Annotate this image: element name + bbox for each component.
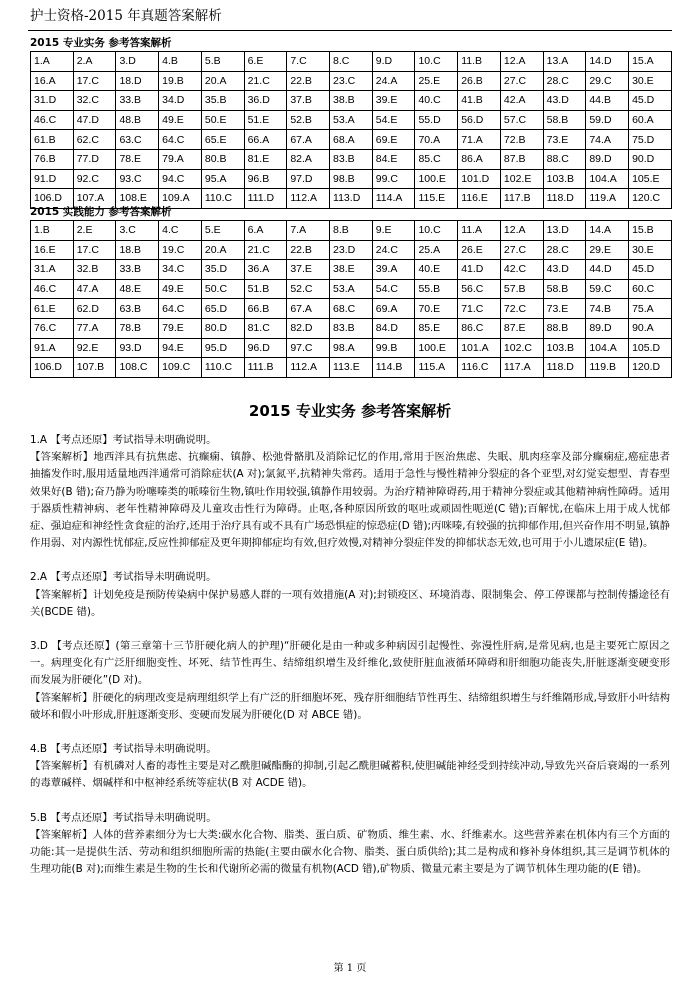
answer-cell: 99.B [372, 338, 415, 358]
answer-cell: 101.A [458, 338, 501, 358]
answer-cell: 54.E [372, 110, 415, 130]
answer-cell: 41.D [458, 260, 501, 280]
answer-cell: 71.C [458, 299, 501, 319]
answer-row [31, 52, 672, 72]
answer-cell: 58.B [543, 279, 586, 299]
answer-cell: 28.C [543, 240, 586, 260]
answer-cell: 114.A [372, 189, 415, 209]
answer-cell: 76.C [31, 318, 74, 338]
answer-cell: 9.D [372, 52, 415, 72]
question-explanation: 【答案解析】计划免疫是预防传染病中保护易感人群的一项有效措施(A 对);封锁疫区、环境消毒、限制集会、停工停课都与控制传播途径有关(BCDE 错)。 [30, 588, 670, 618]
page-header: 护士资格-2015 年真题答案解析 [30, 8, 222, 24]
answer-cell: 69.E [372, 130, 415, 150]
answer-cell: 118.D [543, 358, 586, 378]
answer-cell: 105.D [629, 338, 672, 358]
answer-cell: 73.E [543, 299, 586, 319]
answer-cell: 14.A [586, 221, 629, 241]
answer-cell: 31.A [31, 260, 74, 280]
answer-cell: 33.B [116, 260, 159, 280]
answer-cell: 89.D [586, 149, 629, 169]
answer-cell: 72.B [500, 130, 543, 150]
answer-cell: 47.A [73, 279, 116, 299]
answer-cell: 47.D [73, 110, 116, 130]
answer-cell: 53.A [330, 110, 373, 130]
answer-cell: 21.C [244, 240, 287, 260]
answer-cell: 18.B [116, 240, 159, 260]
answer-row [31, 299, 672, 319]
answer-cell: 50.E [201, 110, 244, 130]
answer-cell: 105.E [629, 169, 672, 189]
answer-cell: 95.A [201, 169, 244, 189]
question-head: 4.B 【考点还原】考试指导未明确说明。 [30, 743, 217, 756]
answer-cell: 108.E [116, 189, 159, 209]
answer-cell: 48.E [116, 279, 159, 299]
answer-cell: 5.B [201, 52, 244, 72]
section-title-practice: 2015 专业实务 参考答案解析 [30, 37, 172, 49]
answer-cell: 48.B [116, 110, 159, 130]
answer-cell: 74.A [586, 130, 629, 150]
answer-row [31, 338, 672, 358]
answer-cell: 61.E [31, 299, 74, 319]
answer-cell: 23.C [330, 71, 373, 91]
answer-cell: 120.C [629, 189, 672, 209]
answer-cell: 66.A [244, 130, 287, 150]
answer-cell: 93.D [116, 338, 159, 358]
answer-cell: 91.A [31, 338, 74, 358]
answer-row [31, 260, 672, 280]
answer-cell: 31.D [31, 91, 74, 111]
answer-cell: 58.B [543, 110, 586, 130]
answer-cell: 2.A [73, 52, 116, 72]
answer-cell: 82.D [287, 318, 330, 338]
answer-cell: 70.E [415, 299, 458, 319]
answer-cell: 30.E [629, 71, 672, 91]
answer-cell: 87.B [500, 149, 543, 169]
answer-cell: 63.B [116, 299, 159, 319]
answer-cell: 83.B [330, 149, 373, 169]
answer-cell: 46.C [31, 110, 74, 130]
answer-cell: 102.C [500, 338, 543, 358]
answer-cell: 35.D [201, 260, 244, 280]
answer-cell: 85.C [415, 149, 458, 169]
answer-cell: 93.C [116, 169, 159, 189]
answer-cell: 52.C [287, 279, 330, 299]
answer-cell: 119.A [586, 189, 629, 209]
answer-cell: 114.B [372, 358, 415, 378]
answer-cell: 60.A [629, 110, 672, 130]
answer-cell: 69.A [372, 299, 415, 319]
answer-cell: 117.A [500, 358, 543, 378]
answer-cell: 12.A [500, 221, 543, 241]
answer-cell: 97.C [287, 338, 330, 358]
answer-cell: 16.E [31, 240, 74, 260]
answer-row [31, 358, 672, 378]
answer-cell: 19.B [159, 71, 202, 91]
answer-cell: 108.C [116, 358, 159, 378]
answer-cell: 34.D [159, 91, 202, 111]
answer-cell: 103.B [543, 169, 586, 189]
answer-cell: 115.A [415, 358, 458, 378]
answer-cell: 95.D [201, 338, 244, 358]
answer-cell: 17.C [73, 71, 116, 91]
question-explanation: 【答案解析】有机磷对人畜的毒性主要是对乙酰胆碱酯酶的抑制,引起乙酰胆碱蓄积,使胆碱能神经受到持续冲动,导致先兴奋后衰竭的一系列的毒蕈碱样、烟碱样和中枢神经系统等症状(B 对 ACDE 错)。 [30, 760, 670, 790]
answer-cell: 26.B [458, 71, 501, 91]
answer-cell: 41.B [458, 91, 501, 111]
answer-cell: 75.D [629, 130, 672, 150]
answer-row [31, 130, 672, 150]
analysis-title: 2015 专业实务 参考答案解析 [248, 402, 452, 420]
answer-cell: 25.E [415, 71, 458, 91]
answer-cell: 24.A [372, 71, 415, 91]
question-head: 1.A 【考点还原】考试指导未明确说明。 [30, 434, 217, 446]
answer-row [31, 149, 672, 169]
answer-cell: 8.B [330, 221, 373, 241]
answer-cell: 76.B [31, 149, 74, 169]
answer-cell: 44.B [586, 91, 629, 111]
answer-cell: 4.B [159, 52, 202, 72]
answer-cell: 10.C [415, 221, 458, 241]
answer-cell: 89.D [586, 318, 629, 338]
answer-cell: 6.E [244, 52, 287, 72]
answer-cell: 62.C [73, 130, 116, 150]
answer-cell: 73.E [543, 130, 586, 150]
answer-cell: 118.D [543, 189, 586, 209]
answer-cell: 7.C [287, 52, 330, 72]
answer-cell: 26.E [458, 240, 501, 260]
answer-cell: 67.A [287, 299, 330, 319]
answer-cell: 106.D [31, 189, 74, 209]
answer-cell: 116.E [458, 189, 501, 209]
question-head: 3.D 【考点还原】(第三章第十三节肝硬化病人的护理)“肝硬化是由一种或多种病因引起慢性、弥漫性肝病,是常见病,也是主要死亡原因之一。病理变化有广泛肝细胞变性、坏死、结节性再生、结缔组织增生及纤维化,致使肝脏血液循环障碍和肝细胞功能丧失,肝脏逐渐变硬变形而发展为肝硬化”(D 对)。 [30, 640, 670, 687]
answer-cell: 11.B [458, 52, 501, 72]
answer-cell: 65.D [201, 299, 244, 319]
answer-cell: 56.D [458, 110, 501, 130]
answer-cell: 36.D [244, 91, 287, 111]
answer-cell: 2.E [73, 221, 116, 241]
answer-cell: 15.A [629, 52, 672, 72]
answer-cell: 100.E [415, 338, 458, 358]
answer-cell: 57.C [500, 110, 543, 130]
answer-cell: 102.E [500, 169, 543, 189]
question-explanation: 【答案解析】人体的营养素细分为七大类:碳水化合物、脂类、蛋白质、矿物质、维生素、水、纤维素水。这些营养素在机体内有三个方面的功能:其一是提供生活、劳动和组织细胞所需的热能(主要由碳水化合物、脂类、蛋白质供给);其二是构成和修补身体组织,其三是调节机体的生理功能(B 对);而维生素是生物的生长和代谢所必需的微量有机物(ACD 错),矿物质、微量元素主要是为了调节机体生理功能的(E 错)。 [30, 828, 670, 876]
answer-cell: 49.E [159, 279, 202, 299]
question-head: 2.A 【考点还原】考试指导未明确说明。 [30, 571, 217, 584]
answer-cell: 63.C [116, 130, 159, 150]
answer-row [31, 240, 672, 260]
answer-row [31, 91, 672, 111]
answer-cell: 90.D [629, 149, 672, 169]
answer-cell: 78.B [116, 318, 159, 338]
answer-cell: 112.A [287, 189, 330, 209]
answer-cell: 4.C [159, 221, 202, 241]
answer-cell: 22.B [287, 240, 330, 260]
answer-cell: 80.B [201, 149, 244, 169]
answer-cell: 24.C [372, 240, 415, 260]
answer-cell: 18.D [116, 71, 159, 91]
answer-cell: 53.A [330, 279, 373, 299]
answer-cell: 37.B [287, 91, 330, 111]
answer-cell: 99.C [372, 169, 415, 189]
answer-cell: 62.D [73, 299, 116, 319]
answer-cell: 117.B [500, 189, 543, 209]
answer-cell: 109.C [159, 358, 202, 378]
answer-cell: 97.D [287, 169, 330, 189]
answer-table-ability [30, 220, 672, 378]
header-rule [28, 30, 672, 31]
answer-cell: 54.C [372, 279, 415, 299]
answer-cell: 68.A [330, 130, 373, 150]
answer-cell: 22.B [287, 71, 330, 91]
answer-cell: 25.A [415, 240, 458, 260]
answer-cell: 113.D [330, 189, 373, 209]
answer-cell: 30.E [629, 240, 672, 260]
answer-cell: 67.A [287, 130, 330, 150]
answer-cell: 103.B [543, 338, 586, 358]
answer-cell: 20.A [201, 71, 244, 91]
answer-cell: 52.B [287, 110, 330, 130]
analysis-body [30, 432, 670, 878]
answer-cell: 16.A [31, 71, 74, 91]
answer-cell: 6.A [244, 221, 287, 241]
answer-cell: 1.A [31, 52, 74, 72]
answer-cell: 11.A [458, 221, 501, 241]
answer-cell: 44.D [586, 260, 629, 280]
answer-cell: 64.C [159, 299, 202, 319]
answer-cell: 56.C [458, 279, 501, 299]
answer-cell: 23.D [330, 240, 373, 260]
answer-cell: 8.C [330, 52, 373, 72]
answer-cell: 38.B [330, 91, 373, 111]
answer-cell: 77.A [73, 318, 116, 338]
answer-cell: 49.E [159, 110, 202, 130]
answer-cell: 34.C [159, 260, 202, 280]
answer-cell: 75.A [629, 299, 672, 319]
answer-cell: 88.C [543, 149, 586, 169]
answer-cell: 10.C [415, 52, 458, 72]
answer-cell: 19.C [159, 240, 202, 260]
answer-cell: 88.B [543, 318, 586, 338]
question-explanation: 【答案解析】肝硬化的病理改变是病理组织学上有广泛的肝细胞坏死、残存肝细胞结节性再生、结缔组织增生与纤维隔形成,导致肝小叶结构破坏和假小叶形成,肝脏逐渐变形、变硬而发展为肝硬化(D 对 ABCE 错)。 [30, 691, 670, 721]
answer-cell: 20.A [201, 240, 244, 260]
answer-cell: 115.E [415, 189, 458, 209]
answer-cell: 120.D [629, 358, 672, 378]
answer-cell: 32.C [73, 91, 116, 111]
answer-cell: 116.C [458, 358, 501, 378]
answer-cell: 37.E [287, 260, 330, 280]
answer-cell: 12.A [500, 52, 543, 72]
answer-cell: 28.C [543, 71, 586, 91]
answer-cell: 38.E [330, 260, 373, 280]
answer-cell: 79.E [159, 318, 202, 338]
answer-cell: 42.A [500, 91, 543, 111]
answer-row [31, 279, 672, 299]
answer-cell: 100.E [415, 169, 458, 189]
answer-cell: 98.B [330, 169, 373, 189]
answer-cell: 55.D [415, 110, 458, 130]
answer-cell: 111.D [244, 189, 287, 209]
answer-row [31, 169, 672, 189]
answer-cell: 86.C [458, 318, 501, 338]
answer-cell: 33.B [116, 91, 159, 111]
answer-cell: 77.D [73, 149, 116, 169]
answer-cell: 43.D [543, 91, 586, 111]
answer-cell: 51.B [244, 279, 287, 299]
answer-cell: 80.D [201, 318, 244, 338]
answer-cell: 78.E [116, 149, 159, 169]
answer-cell: 81.C [244, 318, 287, 338]
answer-cell: 92.E [73, 338, 116, 358]
page-number: 第 1 页 [333, 963, 367, 974]
answer-cell: 92.C [73, 169, 116, 189]
answer-cell: 45.D [629, 91, 672, 111]
section-title-ability: 2015 实践能力 参考答案解析 [30, 206, 172, 218]
answer-cell: 112.A [287, 358, 330, 378]
answer-cell: 7.A [287, 221, 330, 241]
answer-cell: 109.A [159, 189, 202, 209]
answer-cell: 111.B [244, 358, 287, 378]
answer-cell: 94.C [159, 169, 202, 189]
answer-cell: 29.E [586, 240, 629, 260]
answer-cell: 14.D [586, 52, 629, 72]
answer-cell: 85.E [415, 318, 458, 338]
answer-cell: 40.C [415, 91, 458, 111]
answer-row [31, 318, 672, 338]
answer-cell: 59.D [586, 110, 629, 130]
answer-cell: 13.D [543, 221, 586, 241]
answer-cell: 39.E [372, 91, 415, 111]
answer-cell: 72.C [500, 299, 543, 319]
answer-cell: 82.A [287, 149, 330, 169]
answer-row [31, 221, 672, 241]
answer-cell: 90.A [629, 318, 672, 338]
answer-cell: 86.A [458, 149, 501, 169]
answer-row [31, 110, 672, 130]
answer-cell: 61.B [31, 130, 74, 150]
answer-cell: 107.A [73, 189, 116, 209]
answer-cell: 43.D [543, 260, 586, 280]
answer-cell: 81.E [244, 149, 287, 169]
answer-cell: 5.E [201, 221, 244, 241]
answer-cell: 113.E [330, 358, 373, 378]
answer-cell: 42.C [500, 260, 543, 280]
answer-cell: 71.A [458, 130, 501, 150]
answer-cell: 27.C [500, 240, 543, 260]
answer-cell: 84.D [372, 318, 415, 338]
answer-cell: 110.C [201, 189, 244, 209]
answer-cell: 1.B [31, 221, 74, 241]
answer-cell: 40.E [415, 260, 458, 280]
answer-cell: 96.D [244, 338, 287, 358]
answer-cell: 83.B [330, 318, 373, 338]
answer-cell: 101.D [458, 169, 501, 189]
answer-cell: 32.B [73, 260, 116, 280]
answer-cell: 35.B [201, 91, 244, 111]
answer-cell: 91.D [31, 169, 74, 189]
answer-cell: 50.C [201, 279, 244, 299]
question-explanation: 【答案解析】地西泮具有抗焦虑、抗癫痫、镇静、松弛骨骼肌及消除记忆的作用,常用于医治焦虑、失眠、肌肉痉挛及部分癫痫症,癌症患者抽搐发作时,服用适量地西泮通常可消除症状(A 对);氯氮平,抗精神失常药。适用于急性与慢性精神分裂症的各个亚型,对幻觉妄想型、青春型效果好(B 错);奋乃静为吩噻嗪类的哌嗪衍生物,镇吐作用较强,镇静作用较弱。为治疗精神障碍药,用于精神分裂症或其他精神病性障碍。适用于器质性精神病、老年性精神障碍及儿童攻击性行为障碍。止呕,各种原因所致的呕吐或顽固性呃逆(C 错);百解忧,在临床上用于成人忧郁症、强迫症和神经性贪食症的治疗,还用于治疗具有或不具有广场恐惧症的惊恐症(D 错);丙咪嗪,有较强的抗抑郁作用,但兴奋作用不明显,镇静作用弱、对内源性忧郁症,反应性抑郁症及更年期抑郁症均有效,但疗效慢,对精神分裂症伴发的抑郁状态无效,也可用于小儿遗尿症(E 错)。 [30, 451, 670, 550]
answer-cell: 104.A [586, 338, 629, 358]
answer-cell: 3.D [116, 52, 159, 72]
answer-cell: 17.C [73, 240, 116, 260]
answer-cell: 15.B [629, 221, 672, 241]
answer-cell: 65.E [201, 130, 244, 150]
answer-cell: 9.E [372, 221, 415, 241]
answer-cell: 68.C [330, 299, 373, 319]
answer-cell: 87.E [500, 318, 543, 338]
answer-cell: 39.A [372, 260, 415, 280]
answer-cell: 45.D [629, 260, 672, 280]
answer-cell: 96.B [244, 169, 287, 189]
answer-cell: 57.B [500, 279, 543, 299]
answer-cell: 13.A [543, 52, 586, 72]
answer-cell: 21.C [244, 71, 287, 91]
answer-cell: 51.E [244, 110, 287, 130]
answer-cell: 55.B [415, 279, 458, 299]
answer-cell: 110.C [201, 358, 244, 378]
answer-cell: 3.C [116, 221, 159, 241]
question-head: 5.B 【考点还原】考试指导未明确说明。 [30, 811, 217, 824]
answer-table-practice [30, 51, 672, 209]
answer-cell: 106.D [31, 358, 74, 378]
answer-cell: 84.E [372, 149, 415, 169]
answer-cell: 79.A [159, 149, 202, 169]
answer-cell: 94.E [159, 338, 202, 358]
answer-cell: 46.C [31, 279, 74, 299]
answer-cell: 29.C [586, 71, 629, 91]
answer-cell: 36.A [244, 260, 287, 280]
answer-cell: 74.B [586, 299, 629, 319]
answer-cell: 107.B [73, 358, 116, 378]
answer-cell: 119.B [586, 358, 629, 378]
answer-cell: 60.C [629, 279, 672, 299]
answer-cell: 104.A [586, 169, 629, 189]
answer-cell: 64.C [159, 130, 202, 150]
answer-cell: 70.A [415, 130, 458, 150]
answer-cell: 27.C [500, 71, 543, 91]
answer-row [31, 71, 672, 91]
answer-cell: 66.B [244, 299, 287, 319]
answer-cell: 98.A [330, 338, 373, 358]
answer-cell: 59.C [586, 279, 629, 299]
